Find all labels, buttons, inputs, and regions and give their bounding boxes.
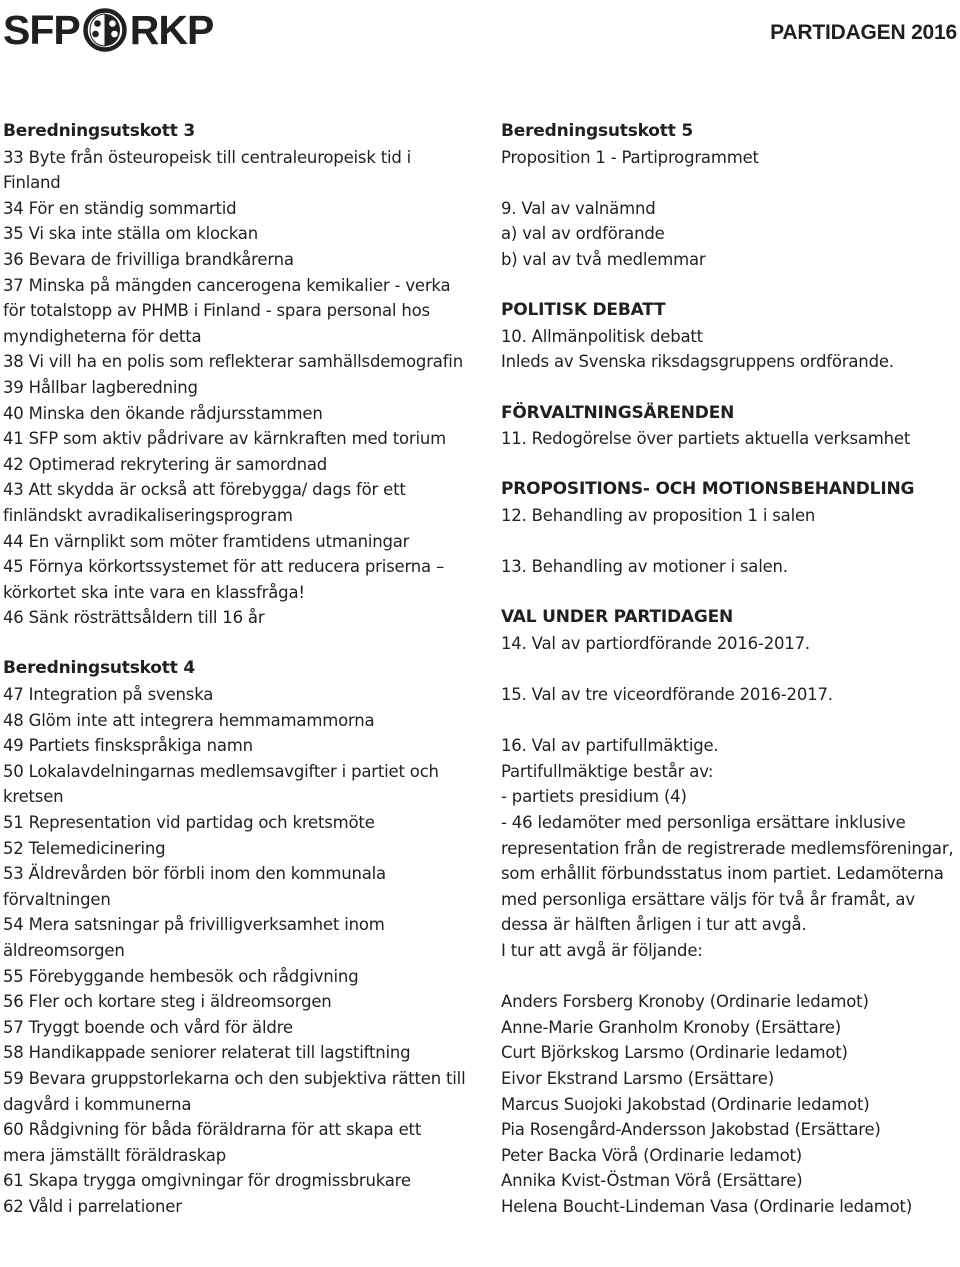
- motion-45: 45 Förnya körkortssystemet för att reducera priserna – körkortet ska inte vara en klassfråga!: [3, 557, 445, 602]
- motion-56: 56 Fler och kortare steg i äldreomsorgen: [3, 992, 332, 1012]
- party-logo: [3, 8, 213, 52]
- agenda-item-12: 12. Behandling av proposition 1 i salen: [501, 505, 816, 525]
- member-list-item: Peter Backa Vörå (Ordinarie ledamot): [501, 1145, 803, 1165]
- motion-33: 33 Byte från östeuropeisk till centraleuropeisk tid i Finland: [3, 147, 412, 193]
- logo-text-rkp: RKP: [129, 7, 214, 53]
- right-column: [501, 119, 956, 1220]
- partifullmaktige-intro: Partifullmäktige består av:: [501, 761, 714, 781]
- spacer: [501, 273, 956, 299]
- page-title: PARTIDAGEN 2016: [770, 21, 957, 44]
- motion-40: 40 Minska den ökande rådjursstammen: [3, 403, 323, 423]
- section-heading-utskott-5: Beredningsutskott 5: [501, 121, 693, 141]
- motion-55: 55 Förebyggande hembesök och rådgivning: [3, 966, 359, 986]
- motion-35: 35 Vi ska inte ställa om klockan: [3, 224, 258, 244]
- motion-51: 51 Representation vid partidag och kretsmöte: [3, 813, 375, 833]
- agenda-item-16: 16. Val av partifullmäktige.: [501, 736, 719, 756]
- left-column: [3, 119, 468, 1220]
- motion-62: 62 Våld i parrelationer: [3, 1196, 182, 1216]
- heading-forvaltningsarenden: FÖRVALTNINGSÄRENDEN: [501, 402, 735, 423]
- spacer: [501, 964, 956, 990]
- motion-39: 39 Hållbar lagberedning: [3, 377, 198, 397]
- agenda-item-11: 11. Redogörelse över partiets aktuella verksamhet: [501, 429, 911, 449]
- motion-61: 61 Skapa trygga omgivningar för drogmissbrukare: [3, 1171, 411, 1191]
- spacer: [501, 375, 956, 401]
- motion-36: 36 Bevara de frivilliga brandkårerna: [3, 249, 294, 269]
- logo-text-sfp: SFP: [3, 7, 80, 53]
- member-list-item: Helena Boucht-Lindeman Vasa (Ordinarie ledamot): [501, 1196, 913, 1216]
- ladybug-emblem-icon: [83, 8, 127, 52]
- motion-52: 52 Telemedicinering: [3, 838, 166, 858]
- motion-43: 43 Att skydda är också att förebygga/ dags för ett finländskt avradikaliseringsprogram: [3, 480, 406, 525]
- heading-propositions-och-motionsbehandling: PROPOSITIONS- OCH MOTIONSBEHANDLING: [501, 479, 915, 500]
- member-list-item: Anne-Marie Granholm Kronoby (Ersättare): [501, 1017, 841, 1037]
- heading-politisk-debatt: POLITISK DEBATT: [501, 300, 666, 321]
- section-heading-utskott-4: Beredningsutskott 4: [3, 658, 195, 679]
- page-header: [0, 0, 960, 70]
- member-list-item: Curt Björkskog Larsmo (Ordinarie ledamot): [501, 1043, 848, 1063]
- motion-60: 60 Rådgivning för båda föräldrarna för att skapa ett mera jämställt föräldraskap: [3, 1120, 422, 1165]
- member-list-item: Marcus Suojoki Jakobstad (Ordinarie ledamot): [501, 1094, 870, 1114]
- agenda-item-9a: a) val av ordförande: [501, 224, 665, 244]
- member-list-item: Annika Kvist-Östman Vörå (Ersättare): [501, 1171, 803, 1191]
- heading-val-under-partidagen: VAL UNDER PARTIDAGEN: [501, 607, 734, 628]
- member-list-item: Pia Rosengård-Andersson Jakobstad (Ersättare): [501, 1120, 881, 1140]
- agenda-item-10-note: Inleds av Svenska riksdagsgruppens ordförande.: [501, 352, 894, 372]
- motion-49: 49 Partiets finskspråkiga namn: [3, 736, 253, 756]
- motion-53: 53 Äldrevården bör förbli inom den kommunala förvaltningen: [3, 864, 386, 909]
- spacer: [501, 656, 956, 682]
- proposition-line: Proposition 1 - Partiprogrammet: [501, 147, 759, 167]
- agenda-item-10: 10. Allmänpolitisk debatt: [501, 326, 703, 346]
- motion-59: 59 Bevara gruppstorlekarna och den subjektiva rätten till dagvård i kommunerna: [3, 1068, 466, 1114]
- spacer: [501, 708, 956, 734]
- spacer: [3, 631, 468, 657]
- motion-41: 41 SFP som aktiv pådrivare av kärnkraften med torium: [3, 429, 447, 449]
- partifullmaktige-presidium: - partiets presidium (4): [501, 787, 687, 807]
- motion-48: 48 Glöm inte att integrera hemmamammorna: [3, 710, 375, 730]
- motion-34: 34 För en ständig sommartid: [3, 198, 237, 218]
- motion-46: 46 Sänk rösträttsåldern till 16 år: [3, 608, 265, 628]
- member-list-item: Eivor Ekstrand Larsmo (Ersättare): [501, 1068, 774, 1088]
- partifullmaktige-ledamoter: - 46 ledamöter med personliga ersättare inklusive representation från de registrerade medlemsföreningar, som erhållit förbundsstatus inom partiet. Ledamöterna med personliga ersättare väljs för två år framåt, av dessa är hälften årligen i tur att avgå.: [501, 813, 954, 935]
- motion-47: 47 Integration på svenska: [3, 685, 214, 705]
- partifullmaktige-avgaende: I tur att avgå är följande:: [501, 941, 703, 960]
- motion-54: 54 Mera satsningar på frivilligverksamhet inom äldreomsorgen: [3, 915, 385, 960]
- motion-57: 57 Tryggt boende och vård för äldre: [3, 1017, 293, 1037]
- agenda-item-13: 13. Behandling av motioner i salen.: [501, 557, 788, 577]
- agenda-item-9: 9. Val av valnämnd: [501, 198, 656, 218]
- motion-58: 58 Handikappade seniorer relaterat till lagstiftning: [3, 1043, 411, 1063]
- motion-50: 50 Lokalavdelningarnas medlemsavgifter i partiet och kretsen: [3, 761, 439, 807]
- spacer: [501, 452, 956, 478]
- motion-37: 37 Minska på mängden cancerogena kemikalier - verka för totalstopp av PHMB i Finland - spara personal hos myndigheterna för detta: [3, 275, 451, 346]
- motion-38: 38 Vi vill ha en polis som reflekterar samhällsdemografin: [3, 352, 463, 372]
- agenda-item-15: 15. Val av tre viceordförande 2016-2017.: [501, 685, 833, 705]
- spacer: [501, 529, 956, 555]
- spacer: [501, 170, 956, 196]
- motion-42: 42 Optimerad rekrytering är samordnad: [3, 454, 328, 474]
- section-heading-utskott-3: Beredningsutskott 3: [3, 121, 195, 141]
- member-list-item: Anders Forsberg Kronoby (Ordinarie ledamot): [501, 992, 869, 1012]
- spacer: [501, 580, 956, 606]
- motion-44: 44 En värnplikt som möter framtidens utmaningar: [3, 531, 410, 551]
- agenda-item-14: 14. Val av partiordförande 2016-2017.: [501, 633, 810, 653]
- agenda-item-9b: b) val av två medlemmar: [501, 249, 706, 269]
